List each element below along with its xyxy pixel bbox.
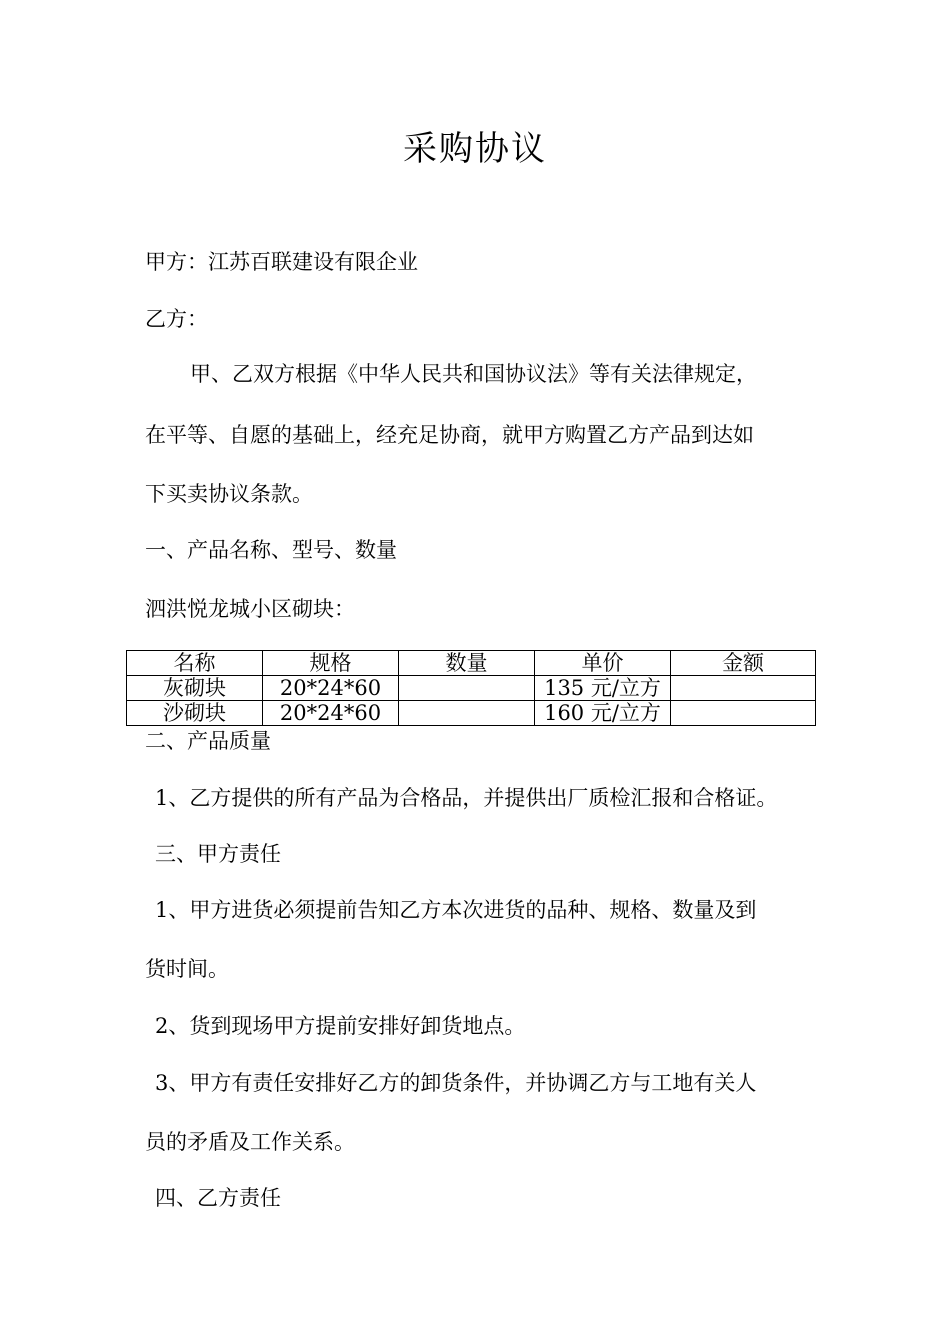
section3-item-3-line-1: 3、甲方有责任安排好乙方的卸货条件，并协调乙方与工地有关人	[155, 1071, 757, 1095]
table-row	[127, 701, 816, 726]
table-cell	[671, 676, 816, 701]
party-a: 甲方：江苏百联建设有限企业	[145, 250, 418, 274]
section4-heading: 四、乙方责任	[155, 1186, 281, 1210]
table-header-cell: 名称	[127, 651, 263, 676]
document-title: 采购协议	[403, 129, 547, 169]
table-header-cell: 单价	[535, 651, 671, 676]
table-header-cell: 金额	[671, 651, 816, 676]
table-row	[127, 676, 816, 701]
party-b: 乙方：	[145, 307, 208, 331]
table-header-row	[127, 651, 816, 676]
table-header-cell: 规格	[263, 651, 399, 676]
section3-heading: 三、甲方责任	[155, 842, 281, 866]
project-label: 泗洪悦龙城小区砌块：	[145, 597, 355, 621]
intro-line-3: 下买卖协议条款。	[145, 482, 313, 506]
section3-item-3-line-2: 员的矛盾及工作关系。	[145, 1130, 355, 1154]
table-cell: 沙砌块	[127, 701, 263, 726]
section2-item-1: 1、乙方提供的所有产品为合格品，并提供出厂质检汇报和合格证。	[155, 786, 778, 810]
table-cell	[399, 676, 535, 701]
table-cell: 160 元/立方	[535, 701, 671, 726]
section3-item-1-line-1: 1、甲方进货必须提前告知乙方本次进货的品种、规格、数量及到	[155, 898, 757, 922]
section2-heading: 二、产品质量	[145, 729, 271, 753]
section3-item-2: 2、货到现场甲方提前安排好卸货地点。	[155, 1014, 526, 1038]
table-cell: 灰砌块	[127, 676, 263, 701]
table-cell: 135 元/立方	[535, 676, 671, 701]
intro-line-2: 在平等、自愿的基础上，经充足协商，就甲方购置乙方产品到达如	[145, 423, 754, 447]
table-cell	[671, 701, 816, 726]
table-cell	[399, 701, 535, 726]
table-cell: 20*24*60	[263, 701, 399, 726]
table-cell: 20*24*60	[263, 676, 399, 701]
intro-line-1: 甲、乙双方根据《中华人民共和国协议法》等有关法律规定，	[190, 362, 757, 386]
section3-item-1-line-2: 货时间。	[145, 957, 229, 981]
product-table	[126, 650, 816, 726]
section1-heading: 一、产品名称、型号、数量	[145, 538, 397, 562]
table-header-cell: 数量	[399, 651, 535, 676]
